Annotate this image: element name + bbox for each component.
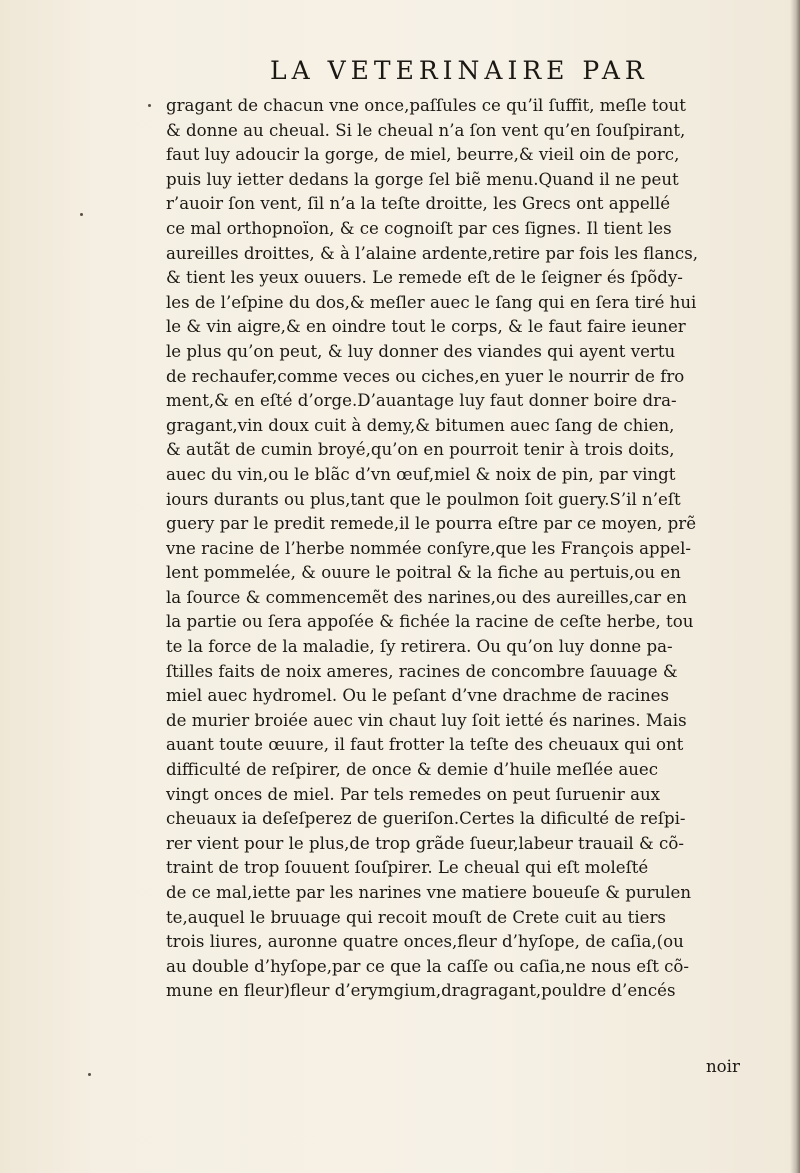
text-line: mune en fleur)fleur d’erymgium,dragragant,pouldre d’encés — [166, 981, 676, 1001]
text-line: rer vient pour le plus,de trop grãde ſueur,labeur trauail & cõ- — [166, 833, 684, 853]
text-line: vingt onces de miel. Par tels remedes on peut ſuruenir aux — [166, 784, 661, 804]
text-line: r’auoir ſon vent, ſil n’a la teſte droitte, les Grecs ont appellé — [166, 194, 671, 214]
text-line: de ce mal,iette par les narines vne matiere boueuſe & purulen — [166, 883, 692, 902]
text-line: le plus qu’on peut, & luy donner des viandes qui ayent vertu — [166, 341, 676, 361]
text-line: ce mal orthopnoïon, & ce cognoiſt par ces ſignes. Il tient les — [166, 218, 672, 238]
text-line: & donne au cheual. Si le cheual n’a ſon vent qu’en ſouſpirant, — [166, 120, 686, 140]
text-line: guery par le predit remede,il le pourra eſtre par ce moyen, prẽ — [166, 514, 697, 534]
text-line: la partie ou ſera appoſée & fichée la racine de ceſte herbe, tou — [166, 612, 694, 632]
text-line: & autãt de cumin broyé,qu’on en pourroit tenir à trois doits, — [166, 440, 675, 460]
page-edge-shadow — [790, 0, 800, 1173]
text-line: gragant de chacun vne once,paſſules ce qu’il ſuffit, meſle tout — [166, 96, 686, 115]
text-line: le & vin aigre,& en oindre tout le corps, & le faut faire ieuner — [166, 317, 686, 337]
text-line: auec du vin,ou le blãc d’vn œuf,miel & noix de pin, par vingt — [166, 464, 676, 484]
text-line: ment,& en eſté d’orge.D’auantage luy faut donner boire dra- — [166, 391, 677, 411]
margin-speck — [148, 104, 151, 107]
text-line: trois liures, auronne quatre onces,fleur d’hyſope, de caſia,(ou — [166, 932, 684, 952]
text-line: auant toute œuure, il faut frotter la teſte des cheuaux qui ont — [166, 735, 684, 755]
body-text — [166, 94, 786, 1004]
text-line: te la force de la maladie, ſy retirera. Ou qu’on luy donne pa- — [166, 637, 673, 657]
text-line: puis luy ietter dedans la gorge ſel biẽ menu.Quand il ne peut — [166, 169, 679, 189]
text-line: cheuaux ia deſeſperez de gueriſon.Certes la dificulté de reſpi- — [166, 809, 686, 829]
text-line: la ſource & commencemẽt des narines,ou des aureilles,car en — [166, 587, 687, 607]
margin-speck — [88, 1073, 91, 1076]
text-line: ſtilles faits de noix ameres, racines de concombre ſauuage & — [166, 661, 678, 681]
catchword: noir — [706, 1057, 740, 1076]
margin-speck — [80, 213, 83, 216]
text-line: gragant,vin doux cuit à demy,& bitumen auec ſang de chien, — [166, 415, 675, 435]
text-line: aureilles droittes, & à l’alaine ardente,retire par fois les flancs, — [166, 243, 698, 263]
text-line: lent pommelée, & ouure le poitral & la fiche au pertuis,ou en — [166, 563, 681, 583]
text-line: les de l’eſpine du dos,& meſler auec le ſang qui en ſera tiré hui — [166, 292, 697, 312]
text-line: & tient les yeux ouuers. Le remede eſt de le ſeigner és ſpõdy- — [166, 268, 683, 288]
text-line: traint de trop ſouuent ſouſpirer. Le cheual qui eſt moleſté — [166, 858, 649, 878]
text-line: faut luy adoucir la gorge, de miel, beurre,& vieil oin de porc, — [166, 145, 680, 165]
running-head: LA VETERINAIRE PAR — [270, 56, 649, 85]
text-line: de rechaufer,comme veces ou ciches,en yuer le nourrir de fro — [166, 366, 685, 386]
text-line: te,auquel le bruuage qui recoit mouſt de Crete cuit au tiers — [166, 907, 666, 927]
text-line: miel auec hydromel. Ou le peſant d’vne drachme de racines — [166, 686, 669, 706]
text-line: vne racine de l’herbe nommée conſyre,que les François appel- — [166, 538, 691, 558]
text-line: de murier broiée auec vin chaut luy ſoit ietté és narines. Mais — [166, 710, 687, 730]
text-line: difficulté de reſpirer, de once & demie d’huile meſlée auec — [166, 760, 659, 780]
text-line: au double d’hyſope,par ce que la caſſe ou caſia,ne nous eſt cõ- — [166, 956, 690, 976]
text-line: iours durants ou plus,tant que le poulmon ſoit guery.S’il n’eſt — [166, 489, 681, 509]
